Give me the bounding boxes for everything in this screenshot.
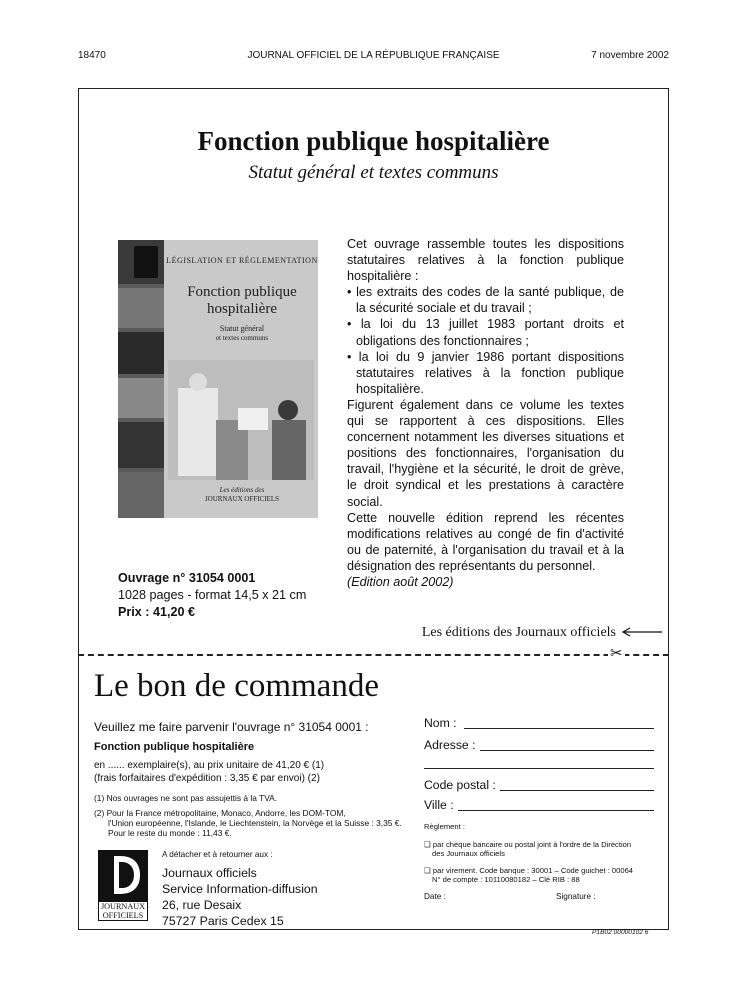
logo-line1: JOURNAUX: [100, 902, 146, 911]
city-label: Ville :: [424, 798, 454, 812]
footnote-2-line2: l'Union européenne, l'Islande, le Liechtenstein, la Norvège et la Suisse : 3,35 €.: [108, 818, 402, 828]
order-reference: P1B02 00000102 6: [592, 929, 649, 936]
cover-sub-line1: Statut général: [219, 324, 265, 333]
cover-illustration: [168, 360, 314, 480]
address-line: Service Information-diffusion: [162, 882, 318, 896]
date-label: Date :: [424, 892, 446, 901]
page-number: 18470: [78, 50, 106, 61]
cover-sub-line2: et textes communs: [215, 334, 269, 342]
journal-name: JOURNAL OFFICIEL DE LA RÉPUBLIQUE FRANÇAISE: [247, 50, 500, 61]
payment-transfer-line2: N° de compte : 10110080182 – Clé RIB : 88: [432, 875, 580, 884]
logo-line2: OFFICIELS: [102, 911, 144, 920]
description-paragraph-2: Figurent également dans ce volume les textes qui se rapportent à ces dispositions. Elles concernent notamment les diverses situations et positions des fonctionnaires, l'organisation du travail, l'hygiène et la sécurité, le droit de grève, le droit syndical et les prestations à caractère social.: [347, 397, 624, 509]
cover-series: LÉGISLATION ET RÉGLEMENTATION: [166, 256, 318, 265]
address-line: 75727 Paris Cedex 15: [162, 914, 284, 928]
description-paragraph-3: Cette nouvelle édition reprend les récentes modifications relatives au congé de fin d'activité ou de paternité, à l'organisation du travail et à la désignation des représentants du personnel.: [347, 510, 624, 573]
order-copies[interactable]: en ...... exemplaire(s), au prix unitaire de 41,20 € (1): [94, 760, 325, 771]
address-label: Adresse :: [424, 738, 476, 752]
detach-instructions: A détacher et à retourner aux :: [162, 850, 273, 859]
order-shipping: (frais forfaitaires d'expédition : 3,35 € par envoi) (2): [94, 773, 320, 784]
address-line: Journaux officiels: [162, 866, 257, 880]
order-book-title: Fonction publique hospitalière: [94, 741, 255, 753]
order-form-title: Le bon de commande: [94, 668, 379, 704]
address-field[interactable]: [480, 749, 654, 751]
cover-title-line2: hospitalière: [207, 301, 277, 317]
scissors-icon: ✂: [610, 645, 623, 662]
payment-cheque-line2: des Journaux officiels: [432, 849, 505, 858]
list-item: • les extraits des codes de la santé publique, de la sécurité sociale et du travail ;: [347, 285, 624, 316]
journaux-officiels-logo: [98, 850, 148, 920]
order-request: Veuillez me faire parvenir l'ouvrage n° 31054 0001 :: [94, 720, 369, 734]
name-label: Nom :: [424, 716, 457, 730]
book-title: Fonction publique hospitalière: [197, 126, 550, 156]
payment-cheque-option[interactable]: [424, 840, 631, 858]
payment-cheque-line1: ❑ par chèque bancaire ou postal joint à l'ordre de la Direction: [424, 840, 632, 849]
book-format: 1028 pages - format 14,5 x 21 cm: [118, 588, 307, 602]
city-field[interactable]: [458, 809, 654, 811]
payment-transfer-line1: ❑ par virement. Code banque : 30001 – Code guichet : 00064: [424, 866, 634, 875]
address-field-line2[interactable]: [424, 767, 654, 769]
postal-code-field[interactable]: [500, 789, 654, 791]
cover-title-line1: Fonction publique: [187, 284, 297, 300]
book-description: [347, 236, 624, 590]
address-line: 26, rue Desaix: [162, 898, 242, 912]
footnote-1: (1) Nos ouvrages ne sont pas assujettis à la TVA.: [94, 793, 278, 803]
book-details: [118, 570, 306, 621]
payment-label: Règlement :: [424, 822, 465, 831]
cover-photo-strip: [118, 240, 164, 518]
cut-line[interactable]: [78, 654, 669, 656]
book-price: Prix : 41,20 €: [118, 605, 196, 619]
list-item: • la loi du 13 juillet 1983 portant droits et obligations des fonctionnaires ;: [347, 317, 624, 348]
journal-date: 7 novembre 2002: [591, 50, 669, 61]
name-field[interactable]: [464, 727, 654, 729]
cover-publisher-line2: JOURNAUX OFFICIELS: [204, 495, 280, 503]
work-number: Ouvrage n° 31054 0001: [118, 571, 256, 585]
return-address: [162, 865, 318, 929]
edition-date: (Edition août 2002): [347, 574, 454, 589]
publisher-signature: Les éditions des Journaux officiels: [421, 625, 616, 640]
list-item: • la loi du 9 janvier 1986 portant dispositions statutaires relatives à la fonction publique hospitalière.: [347, 349, 624, 396]
book-cover-image: [118, 240, 318, 518]
description-bullets: [347, 284, 624, 397]
cover-jo-logo-icon: [134, 246, 158, 278]
postal-code-label: Code postal :: [424, 778, 496, 792]
cover-publisher-line1: Les éditions des: [219, 486, 265, 494]
arrow-left-icon: [620, 627, 664, 637]
signature-label: Signature :: [556, 892, 596, 901]
payment-transfer-option[interactable]: [424, 866, 633, 884]
description-intro: Cet ouvrage rassemble toutes les dispositions statutaires relatives à la fonction publique hospitalière :: [347, 237, 624, 284]
book-subtitle: Statut général et textes communs: [248, 162, 499, 183]
footnote-2-line3: Pour le reste du monde : 11,43 €.: [108, 828, 232, 838]
footnote-2-line1: (2) Pour la France métropolitaine, Monaco, Andorre, les DOM-TOM,: [94, 808, 346, 818]
